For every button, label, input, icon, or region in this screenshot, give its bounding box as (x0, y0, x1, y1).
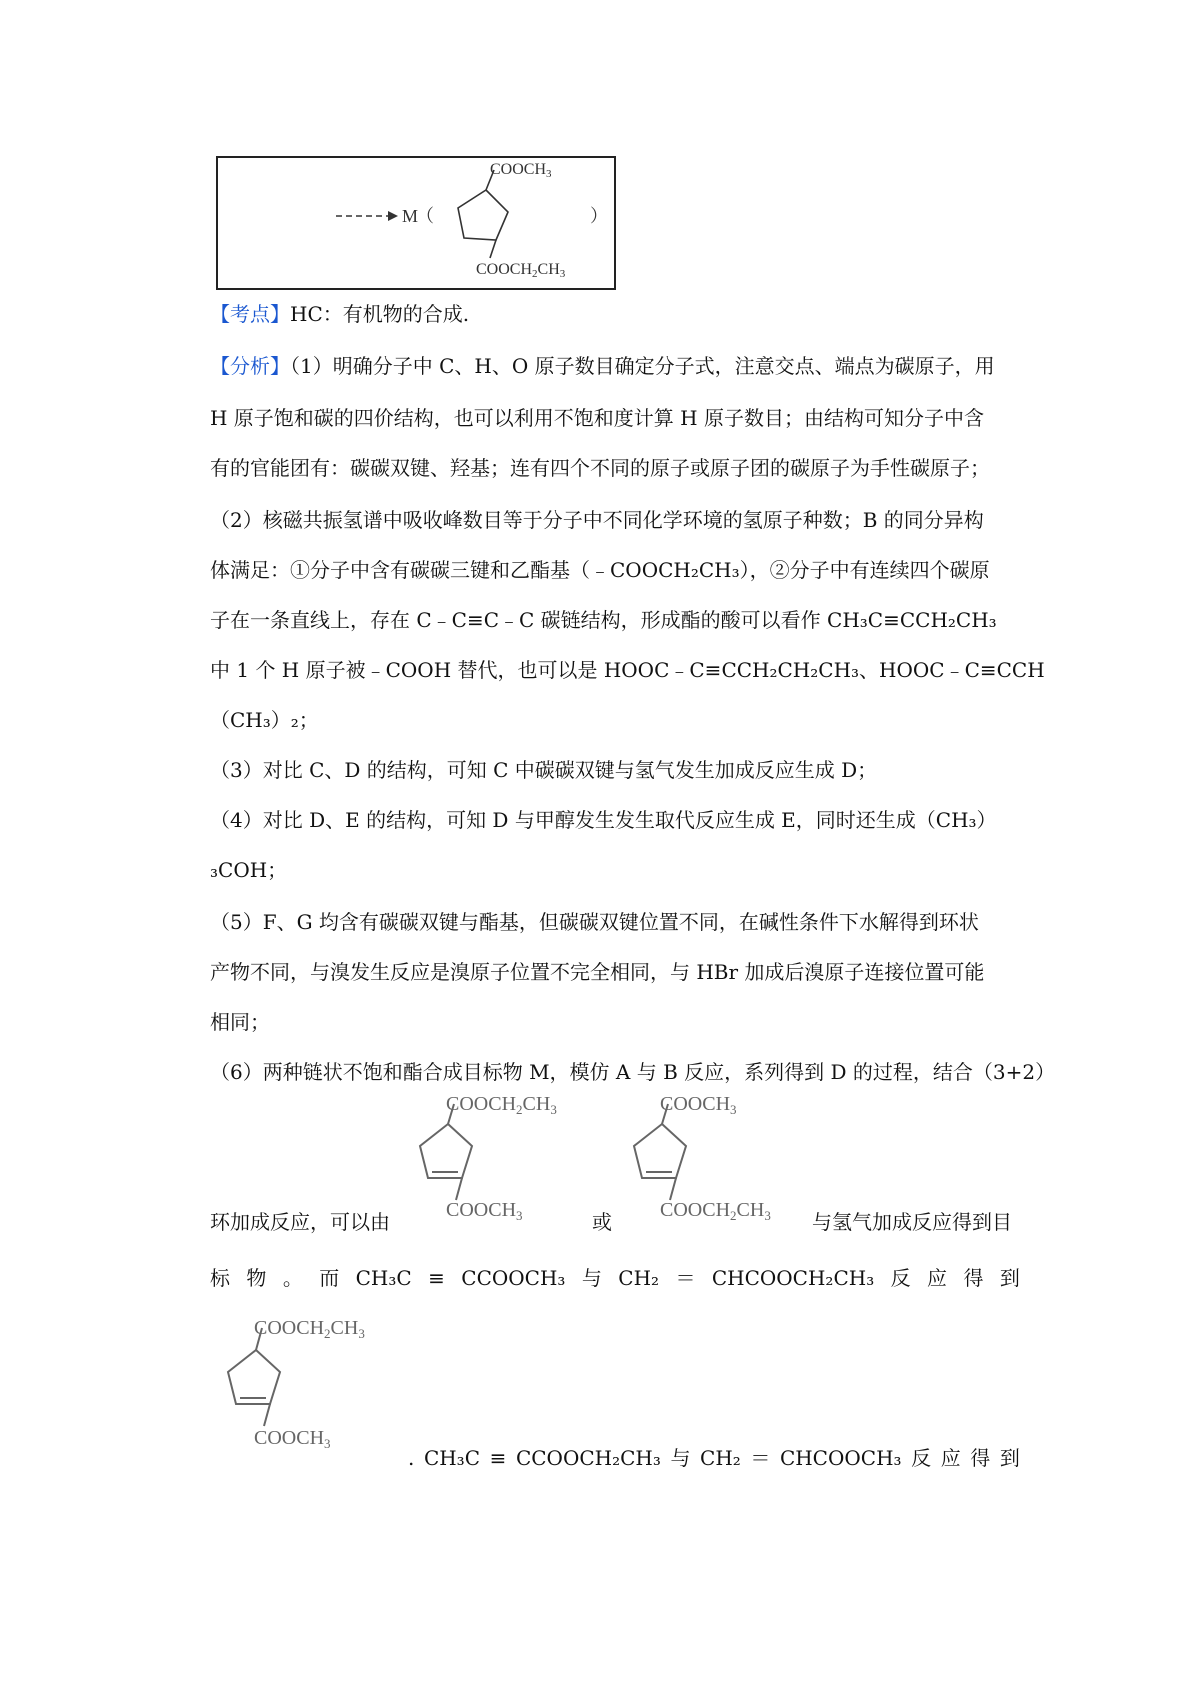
fenxi-line-8: （CH₃）₂； (210, 708, 319, 732)
fenxi-tag: 【分析】 (210, 354, 290, 378)
fenxi-line-10: （4）对比 D、E 的结构，可知 D 与甲醇发生发生取代反应生成 E，同时还生成（CH₃） (210, 808, 997, 832)
kaodian-line (210, 300, 1020, 328)
line18-token: . (408, 1446, 415, 1470)
fenxi-line-16b: 或 (592, 1210, 612, 1234)
fenxi-line-15: （6）两种链状不饱和酯合成目标物 M，模仿 A 与 B 反应，系列得到 D 的过程，结合（3+2） (210, 1060, 1056, 1084)
line17-token: 到 (999, 1266, 1020, 1290)
fenxi-line-12: （5）F、G 均含有碳碳双键与酯基，但碳碳双键位置不同，在碱性条件下水解得到环状 (210, 910, 979, 934)
line17-token: CH₂ (618, 1266, 660, 1290)
cyclopentane-ring (458, 190, 508, 240)
line18-token: CCOOCH₂CH₃ (515, 1446, 661, 1470)
fenxi-line-1 (210, 352, 1020, 380)
line17-token: CCOOCH₃ (461, 1266, 566, 1290)
line17-token: ≡ (428, 1266, 445, 1290)
arrow-head-icon (388, 211, 398, 221)
fenxi-line-9: （3）对比 C、D 的结构，可知 C 中碳碳双键与氢气发生加成反应生成 D； (210, 758, 878, 782)
line18-token: CH₂ (700, 1446, 741, 1470)
line17-token: 反 (890, 1266, 911, 1290)
s3-top-group: $COOCH_2CH_3$ (254, 1317, 365, 1341)
fenxi-line-18 (408, 1444, 1020, 1472)
fenxi-line-7: 中 1 个 H 原子被﹣COOH 替代，也可以是 HOOC﹣C≡CCH₂CH₂CH₃、HOOC﹣C≡CCH (210, 658, 1045, 682)
line18-token: ＝ (750, 1446, 771, 1470)
s1-top-group: $COOCH_2CH_3$ (446, 1093, 557, 1117)
product-m-structure (218, 158, 614, 288)
fenxi-line-13: 产物不同，与溴发生反应是溴原子位置不完全相同，与 HBr 加成后溴原子连接位置可能 (210, 960, 985, 984)
cyclopentene-structure-1 (402, 1088, 602, 1228)
line18-token: 应 (940, 1446, 961, 1470)
fenxi-line-17 (210, 1264, 1020, 1292)
fenxi-line-16c: 与氢气加成反应得到目 (812, 1210, 1012, 1234)
paren-close: ） (590, 206, 608, 226)
fenxi-line-6: 子在一条直线上，存在 C﹣C≡C﹣C 碳链结构，形成酯的酸可以看作 CH₃C≡CCH₂CH₃ (210, 608, 997, 632)
line17-token: 得 (963, 1266, 984, 1290)
s2-bottom-group: $COOCH_2CH_3$ (660, 1199, 771, 1223)
kaodian-tag: 【考点】 (210, 302, 290, 326)
fenxi-line-11: ₃COH； (210, 858, 288, 882)
line18-token: CH₃C (423, 1446, 481, 1470)
top-substituent: COOCH3 (490, 161, 552, 180)
kaodian-text: HC：有机物的合成. (290, 302, 470, 326)
line18-token: 得 (970, 1446, 991, 1470)
line18-token: 反 (911, 1446, 932, 1470)
s2-top-group: $COOCH_3$ (660, 1093, 737, 1117)
line17-token: 与 (581, 1266, 602, 1290)
fenxi-line-5: 体满足：①分子中含有碳碳三键和乙酯基（﹣COOCH₂CH₃），②分子中有连续四个碳原 (210, 558, 990, 582)
line18-token: 与 (670, 1446, 691, 1470)
line18-token: ≡ (489, 1446, 507, 1470)
line18-token: CHCOOCH₃ (779, 1446, 902, 1470)
line17-token: 。 (282, 1266, 303, 1290)
paren-open: （ (416, 206, 434, 226)
line18-token: 到 (999, 1446, 1020, 1470)
line17-token: ＝ (675, 1266, 696, 1290)
fenxi-line-14: 相同； (210, 1010, 270, 1034)
m-label: M (402, 206, 419, 226)
fenxi-line-16a: 环加成反应，可以由 (210, 1210, 390, 1234)
line17-token: 物 (246, 1266, 267, 1290)
fenxi-line-3: 有的官能团有：碳碳双键、羟基；连有四个不同的原子或原子团的碳原子为手性碳原子； (210, 456, 990, 480)
line17-token: 而 (319, 1266, 340, 1290)
s1-bottom-group: $COOCH_3$ (446, 1199, 523, 1223)
line17-token: 应 (927, 1266, 948, 1290)
fenxi-line-2: H 原子饱和碳的四价结构，也可以利用不饱和度计算 H 原子数目；由结构可知分子中含 (210, 406, 984, 430)
bottom-substituent: COOCH2CH3 (476, 261, 566, 280)
reaction-scheme-box (216, 156, 616, 290)
cyclopentene-structure-2 (616, 1088, 816, 1228)
fenxi-line-4: （2）核磁共振氢谱中吸收峰数目等于分子中不同化学环境的氢原子种数；B 的同分异构 (210, 508, 984, 532)
fenxi-text-1: （1）明确分子中 C、H、O 原子数目确定分子式，注意交点、端点为碳原子，用 (290, 354, 995, 378)
s3-bottom-group: $COOCH_3$ (254, 1427, 331, 1451)
line17-token: 标 (210, 1266, 230, 1290)
cyclopentene-structure-3 (210, 1310, 410, 1460)
line17-token: CH₃C (355, 1266, 412, 1290)
line17-token: CHCOOCH₂CH₃ (711, 1266, 875, 1290)
